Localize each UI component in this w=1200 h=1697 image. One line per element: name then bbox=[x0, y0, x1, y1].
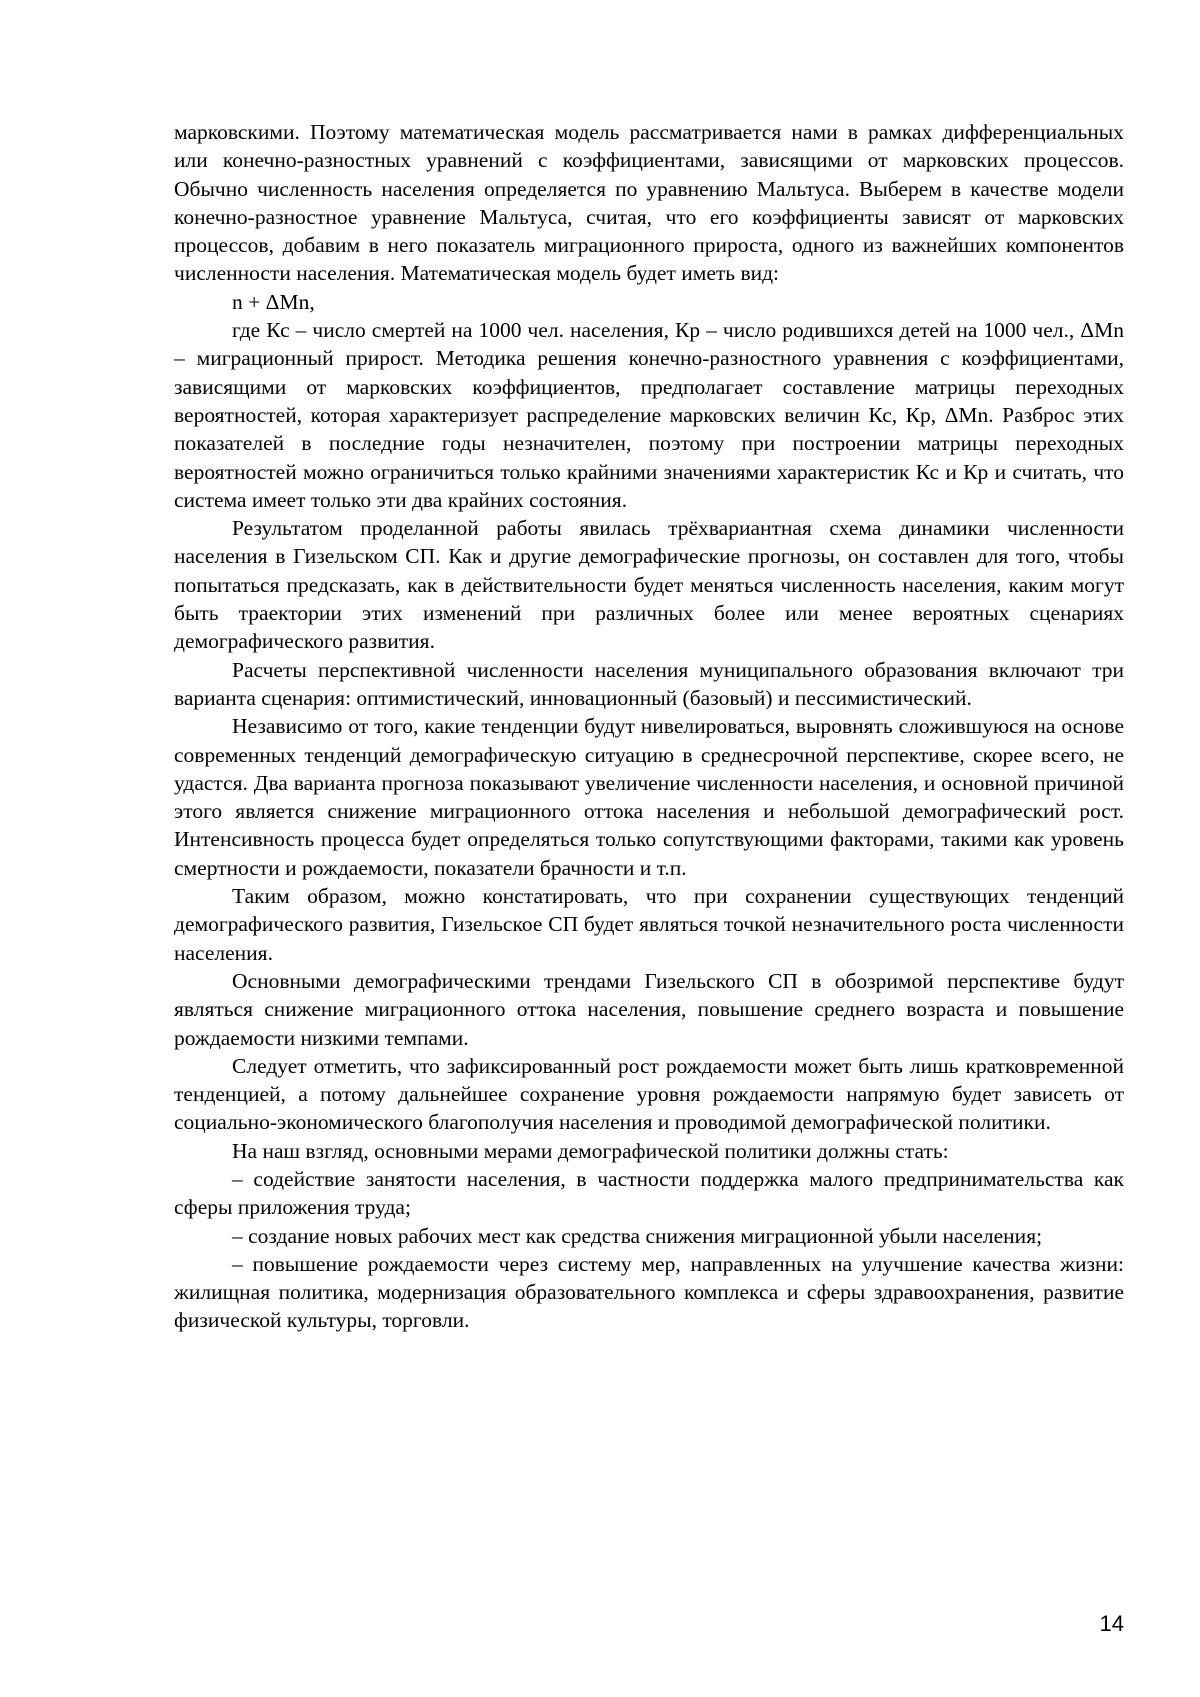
paragraph: Следует отметить, что зафиксированный рост рождаемости может быть лишь кратковременной тенденцией, а потому дальнейшее сохранение уровня рождаемости напрямую будет зависеть от социально-экономического благополучия населения и проводимой демографической политики. bbox=[174, 1053, 1124, 1135]
paragraph: Результатом проделанной работы явилась трёхвариантная схема динамики численности населения в Гизельском СП. Как и другие демографические прогнозы, он составлен для того, чтобы попытаться предсказать, как в действительности будет меняться численность населения, каким могут быть траектории этих изменений при различных более или менее вероятных сценариях демографического развития. bbox=[174, 516, 1124, 654]
paragraph: Основными демографическими трендами Гизельского СП в обозримой перспективе будут являться снижение миграционного оттока населения, повышение среднего возраста и повышение рождаемости низкими темпами. bbox=[174, 968, 1124, 1050]
paragraph: На наш взгляд, основными мерами демографической политики должны стать: bbox=[232, 1138, 949, 1163]
formula-line: n + ΔMn, bbox=[232, 289, 315, 314]
page-number: 14 bbox=[1099, 1611, 1124, 1636]
list-item: – повышение рождаемости через систему мер, направленных на улучшение качества жизни: жилищная политика, модернизация образовательного комплекса и сферы здравоохранения, развитие физической культуры, торговли. bbox=[174, 1251, 1124, 1333]
paragraph: марковскими. Поэтому математическая модель рассматривается нами в рамках дифференциальных или конечно-разностных уравнений с коэффициентами, зависящими от марковских процессов. Обычно численность населения определяется по уравнению Мальтуса. Выберем в качестве модели конечно-разностное уравнение Мальтуса, считая, что его коэффициенты зависят от марковских процессов, добавим в него показатель миграционного прироста, одного из важнейших компонентов численности населения. Математическая модель будет иметь вид: bbox=[174, 120, 1124, 286]
list-item: – создание новых рабочих мест как средства снижения миграционной убыли населения; bbox=[232, 1223, 1043, 1248]
document-body bbox=[174, 118, 1124, 1335]
paragraph: где Кс – число смертей на 1000 чел. населения, Кр – число родившихся детей на 1000 чел., ΔMn – миграционный прирост. Методика решения конечно-разностного уравнения с коэффициентами, зависящими от марковских коэффициентов, предполагает составление матрицы переходных вероятностей, которая характеризует распределение марковских величин Кс, Кр, ΔMn. Разброс этих показателей в последние годы незначителен, поэтому при построении матрицы переходных вероятностей можно ограничиться только крайними значениями характеристик Кс и Кр и считать, что система имеет только эти два крайних состояния. bbox=[174, 318, 1124, 512]
list-item: – содействие занятости населения, в частности поддержка малого предпринимательства как сферы приложения труда; bbox=[174, 1166, 1124, 1220]
paragraph: Расчеты перспективной численности населения муниципального образования включают три варианта сценария: оптимистический, инновационный (базовый) и пессимистический. bbox=[174, 657, 1124, 710]
paragraph: Таким образом, можно констатировать, что при сохранении существующих тенденций демографического развития, Гизельское СП будет являться точкой незначительного роста численности населения. bbox=[174, 884, 1124, 965]
paragraph: Независимо от того, какие тенденции будут нивелироваться, выровнять сложившуюся на основе современных тенденций демографическую ситуацию в среднесрочной перспективе, скорее всего, не удастся. Два варианта прогноза показывают увеличение численности населения, и основной причиной этого является снижение миграционного оттока населения и небольшой демографический рост. Интенсивность процесса будет определяться только сопутствующими факторами, такими как уровень смертности и рождаемости, показатели брачности и т.п. bbox=[174, 714, 1124, 880]
